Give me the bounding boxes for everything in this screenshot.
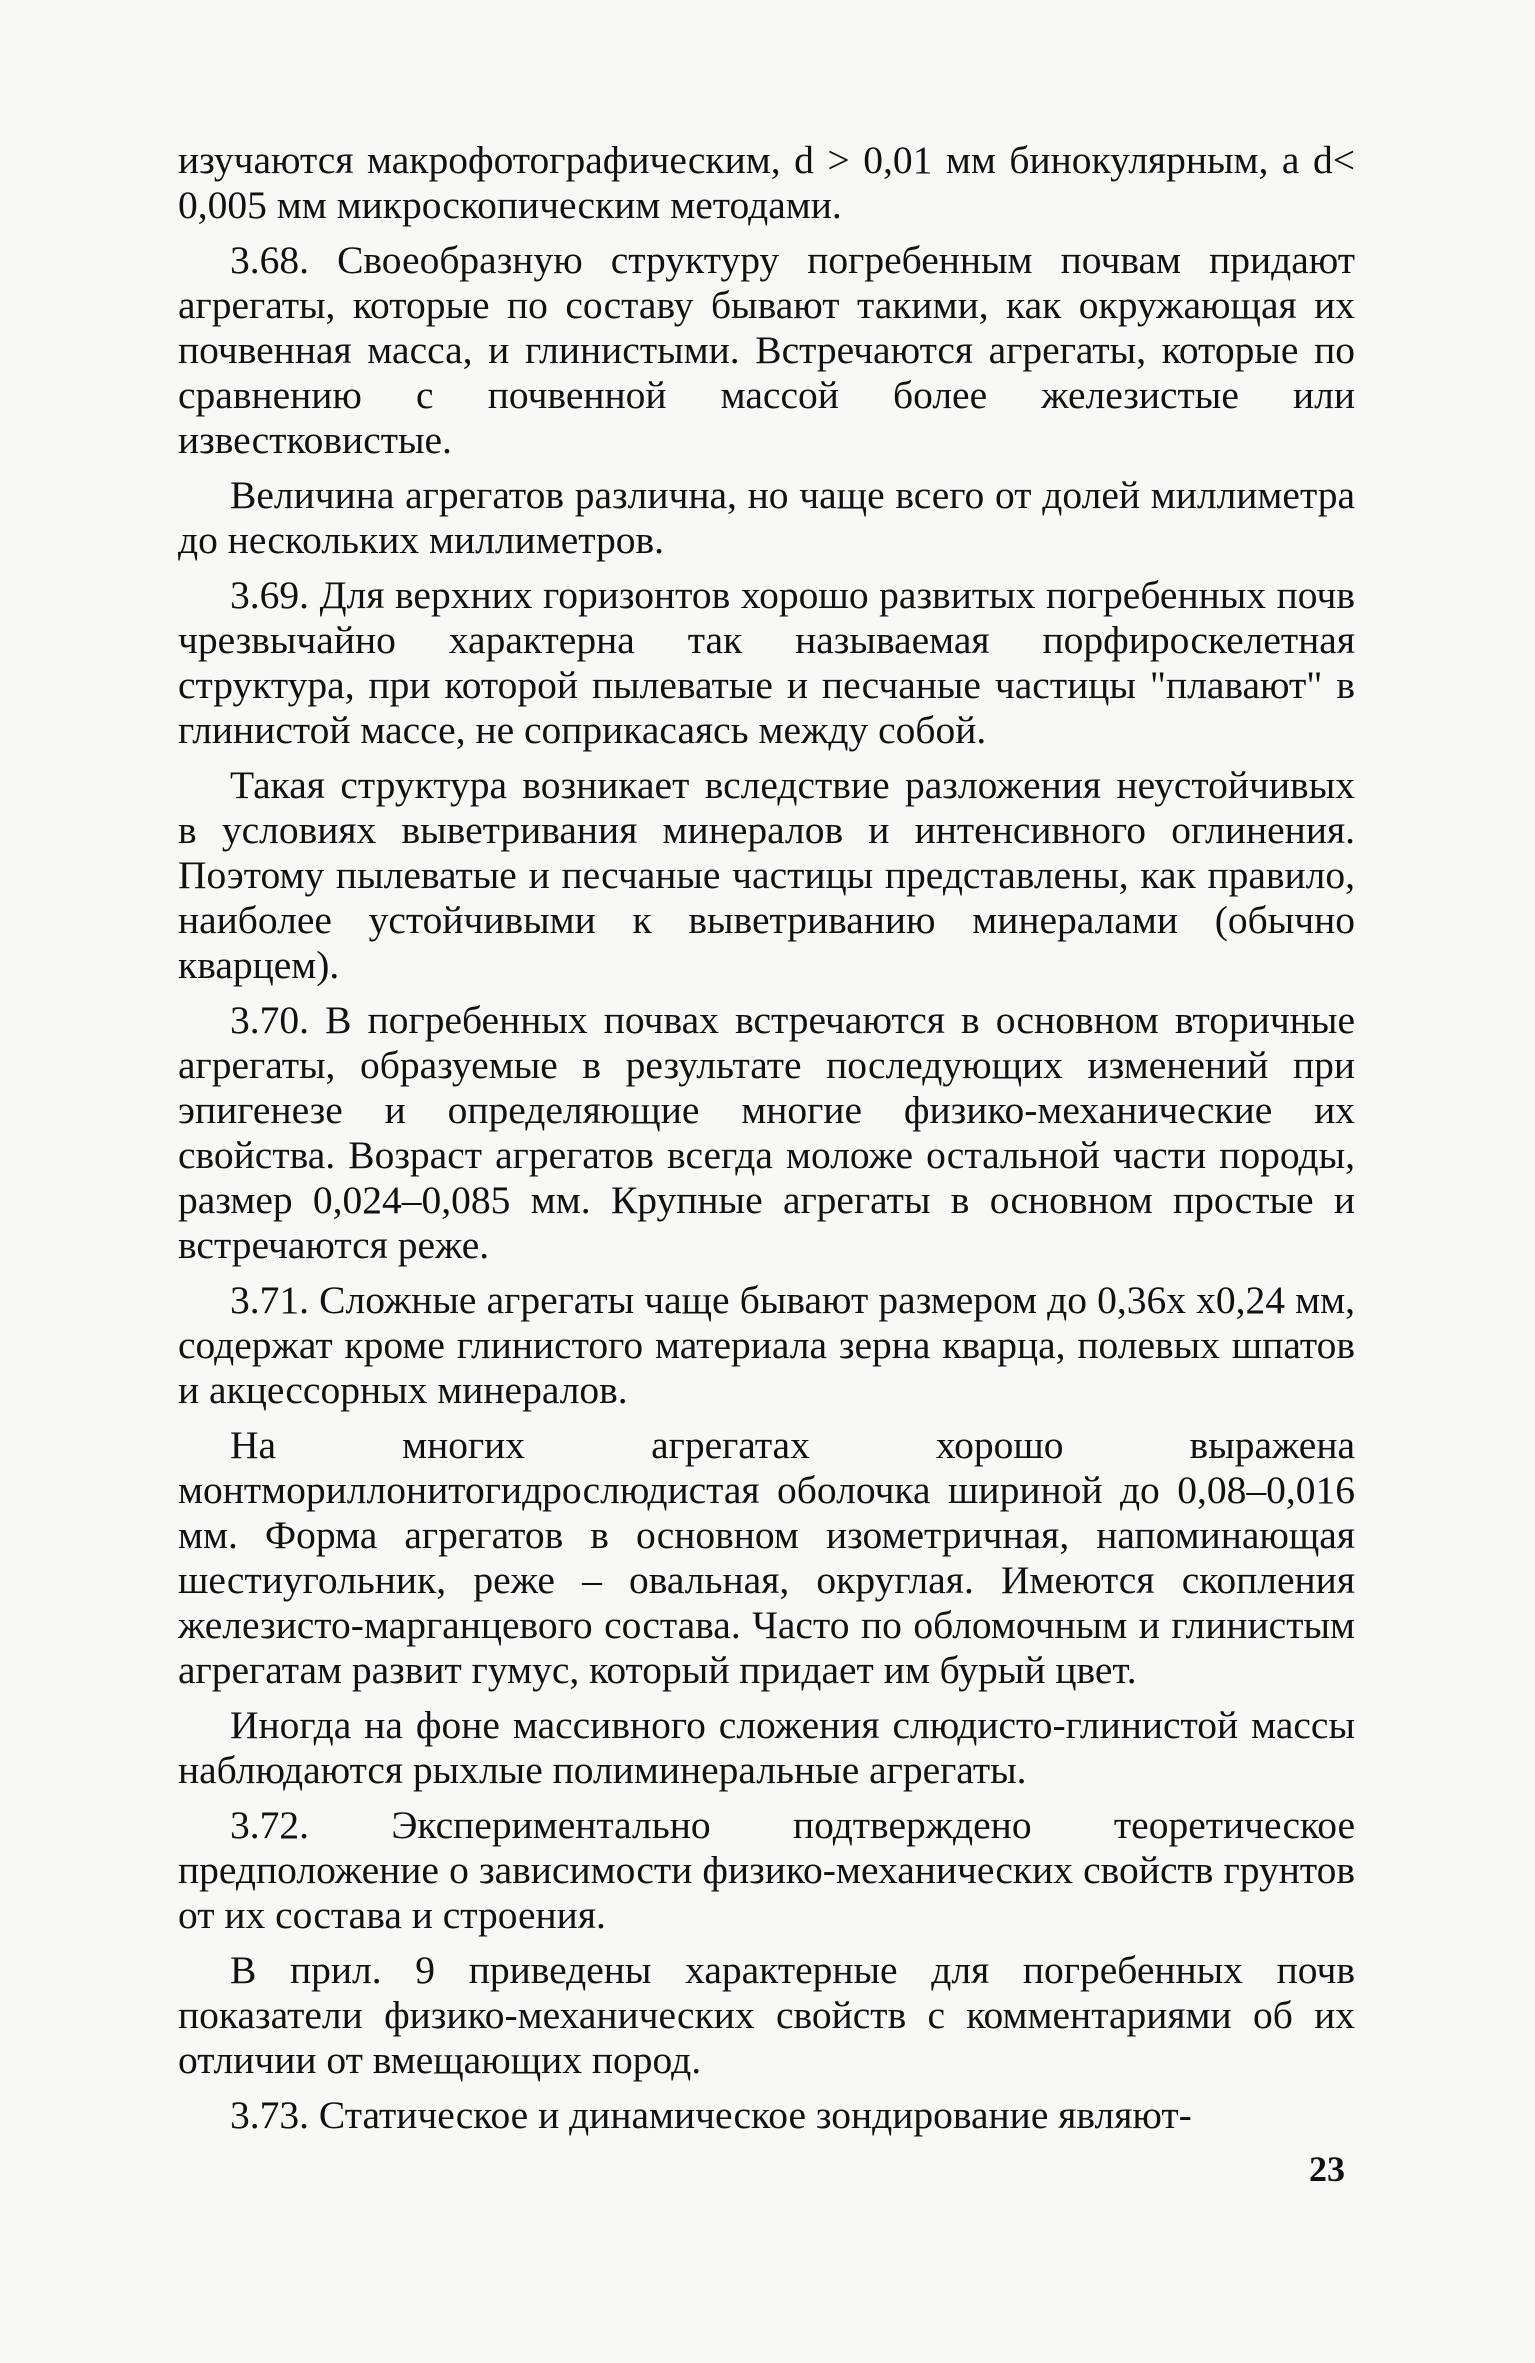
paragraph-structure-origin: Такая структура возникает вследствие разложения неустойчивых в условиях выветривания минералов и интенсивного оглинения. Поэтому пылеватые и песчаные частицы представлены, как правило, наиболее устойчивыми к выветриванию минералами (обычно кварцем).	[178, 763, 1355, 987]
paragraph-3-69: 3.69. Для верхних горизонтов хорошо развитых погребенных почв чрезвычайно характерна так называемая порфироскелетная структура, при которой пылеватые и песчаные частицы "плавают" в глинистой массе, не соприкасаясь между собой.	[178, 573, 1355, 752]
page-number: 23	[1309, 2149, 1345, 2189]
paragraph-aggregate-size: Величина агрегатов различна, но чаще всего от долей миллиметра до нескольких миллиметров.	[178, 473, 1355, 562]
paragraph-aggregate-shell: На многих агрегатах хорошо выражена монтмориллонитогидрослюдистая оболочка шириной до 0,08–0,016 мм. Форма агрегатов в основном изометричная, напоминающая шестиугольник, реже – овальная, округлая. Имеются скопления железисто-марганцевого состава. Часто по обломочным и глинистым агрегатам развит гумус, который придает им бурый цвет.	[178, 1423, 1355, 1692]
paragraph-3-73: 3.73. Статическое и динамическое зондирование являют-	[230, 2093, 1192, 2137]
paragraph-3-71: 3.71. Сложные агрегаты чаще бывают размером до 0,36x x0,24 мм, содержат кроме глинистого материала зерна кварца, полевых шпатов и акцессорных минералов.	[178, 1278, 1355, 1412]
paragraph-intro: изучаются макрофотографическим, d > 0,01 мм бинокулярным, а d< 0,005 мм микроскопическим методами.	[178, 138, 1355, 227]
paragraph-loose-aggregates: Иногда на фоне массивного сложения слюдисто-глинистой массы наблюдаются рыхлые полиминеральные агрегаты.	[178, 1703, 1355, 1792]
paragraph-3-70: 3.70. В погребенных почвах встречаются в основном вторичные агрегаты, образуемые в результате последующих изменений при эпигенезе и определяющие многие физико-механические их свойства. Возраст агрегатов всегда моложе остальной части породы, размер 0,024–0,085 мм. Крупные агрегаты в основном простые и встречаются реже.	[178, 998, 1355, 1267]
paragraph-appendix-9: В прил. 9 приведены характерные для погребенных почв показатели физико-механических свойств с комментариями об их отличии от вмещающих пород.	[178, 1948, 1355, 2082]
paragraph-3-72: 3.72. Экспериментально подтверждено теоретическое предположение о зависимости физико-механических свойств грунтов от их состава и строения.	[178, 1803, 1355, 1937]
document-page	[178, 138, 1355, 2288]
paragraph-3-68: 3.68. Своеобразную структуру погребенным почвам придают агрегаты, которые по составу бывают такими, как окружающая их почвенная масса, и глинистыми. Встречаются агрегаты, которые по сравнению с почвенной массой более железистые или известковистые.	[178, 238, 1355, 462]
